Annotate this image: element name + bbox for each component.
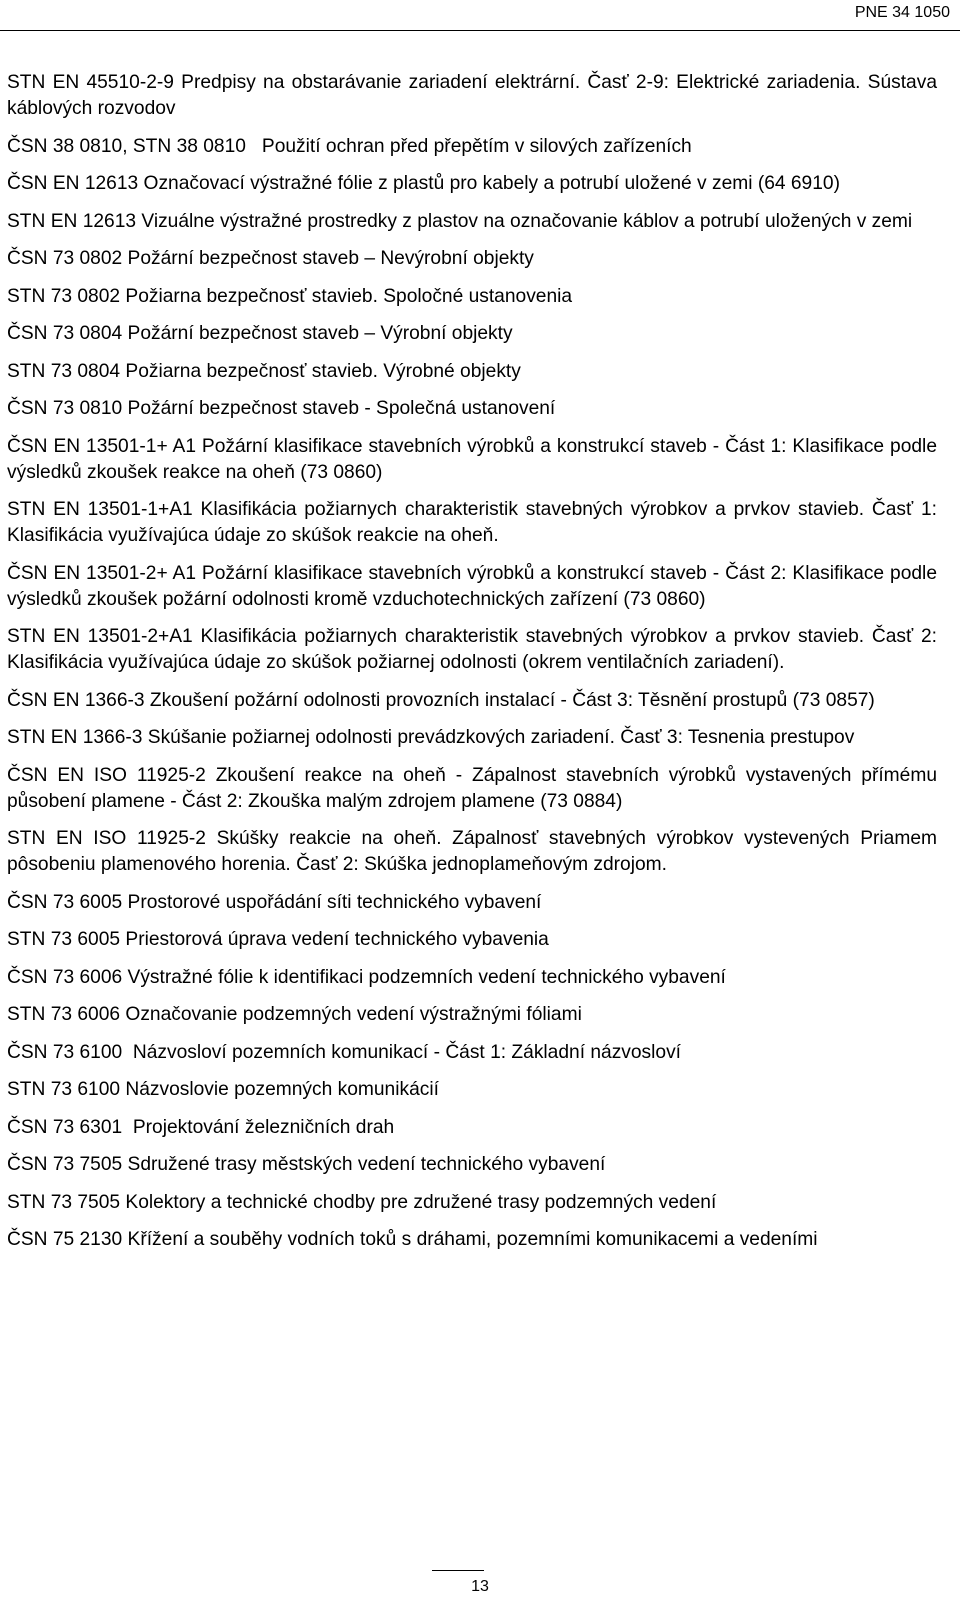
reference-item: ČSN 75 2130 Křížení a souběhy vodních toků s dráhami, pozemními komunikacemi a vedeními <box>7 1229 818 1250</box>
reference-item: STN 73 6100 Názvoslovie pozemných komunikácií <box>7 1079 439 1100</box>
reference-item: ČSN 73 6301 Projektování železničních drah <box>7 1116 395 1138</box>
reference-item: STN 73 0804 Požiarna bezpečnosť stavieb. Výrobné objekty <box>7 360 521 382</box>
reference-item: STN EN 13501-2+A1 Klasifikácia požiarnych charakteristik stavebných výrobkov a prvkov stavieb. Časť 2: Klasifikácia využívajúca údaje zo skúšok požiarnej odolnosti (okrem ventilačních zariadení). <box>7 626 943 673</box>
reference-list <box>7 70 943 1265</box>
reference-item: ČSN 38 0810, STN 38 0810 Použití ochran před přepětím v silových zařízeních <box>7 135 692 157</box>
reference-item: ČSN 73 6006 Výstražné fólie k identifikaci podzemních vedení technického vybavení <box>7 966 726 988</box>
reference-item: ČSN EN 1366-3 Zkoušení požární odolnosti provozních instalací - Část 3: Těsnění prostupů (73 0857) <box>7 689 875 711</box>
reference-item: ČSN 73 7505 Sdružené trasy městských vedení technického vybavení <box>7 1154 606 1175</box>
reference-item: STN 73 7505 Kolektory a technické chodby pre združené trasy podzemných vedení <box>7 1191 717 1213</box>
header-divider <box>0 30 960 31</box>
document-id-header: PNE 34 1050 <box>854 4 950 21</box>
page-number: 13 <box>471 1578 489 1595</box>
reference-item: STN EN ISO 11925-2 Skúšky reakcie na oheň. Zápalnosť stavebných výrobkov vystevených Priamem pôsobeniu plamenového horenia. Časť 2: Skúška jednoplameňovým zdrojom. <box>7 828 943 875</box>
reference-item: ČSN EN 12613 Označovací výstražné fólie z plastů pro kabely a potrubí uložené v zemi (64 6910) <box>7 173 840 194</box>
reference-item: STN EN 13501-1+A1 Klasifikácia požiarnych charakteristik stavebných výrobkov a prvkov stavieb. Časť 1: Klasifikácia využívajúca údaje zo skúšok reakcie na oheň. <box>7 499 943 546</box>
reference-item: ČSN 73 6100 Názvosloví pozemních komunikací - Část 1: Základní názvosloví <box>7 1041 682 1063</box>
reference-item: ČSN 73 0802 Požární bezpečnost staveb – Nevýrobní objekty <box>7 248 534 269</box>
reference-item: STN EN 45510-2-9 Predpisy na obstarávanie zariadení elektrární. Časť 2-9: Elektrické zariadenia. Sústava káblových rozvodov <box>7 72 943 119</box>
reference-item: STN EN 12613 Vizuálne výstražné prostredky z plastov na označovanie káblov a potrubí uložených v zemi <box>7 210 913 232</box>
reference-item: STN EN 1366-3 Skúšanie požiarnej odolnosti prevádzkových zariadení. Časť 3: Tesnenia prestupov <box>7 727 855 748</box>
reference-item: ČSN 73 0804 Požární bezpečnost staveb – Výrobní objekty <box>7 323 513 344</box>
reference-item: STN 73 6005 Priestorová úprava vedení technického vybavenia <box>7 929 549 950</box>
reference-item: ČSN 73 6005 Prostorové uspořádání síti technického vybavení <box>7 891 542 913</box>
reference-item: ČSN EN 13501-1+ A1 Požární klasifikace stavebních výrobků a konstrukcí staveb - Část 1: Klasifikace podle výsledků zkoušek reakce na oheň (73 0860) <box>7 435 943 483</box>
reference-item: ČSN EN ISO 11925-2 Zkoušení reakce na oheň - Zápalnost stavebních výrobků vystavených přímému působení plamene - Část 2: Zkouška malým zdrojem plamene (73 0884) <box>7 764 943 812</box>
footer-divider <box>432 1570 484 1571</box>
reference-item: STN 73 6006 Označovanie podzemných vedení výstražnými fóliami <box>7 1004 582 1025</box>
reference-item: ČSN EN 13501-2+ A1 Požární klasifikace stavebních výrobků a konstrukcí staveb - Část 2: Klasifikace podle výsledků zkoušek požární odolnosti kromě vzduchotechnických zařízení (73 0860) <box>7 562 943 610</box>
reference-item: STN 73 0802 Požiarna bezpečnosť stavieb. Spoločné ustanovenia <box>7 285 573 307</box>
reference-item: ČSN 73 0810 Požární bezpečnost staveb - Společná ustanovení <box>7 398 556 419</box>
